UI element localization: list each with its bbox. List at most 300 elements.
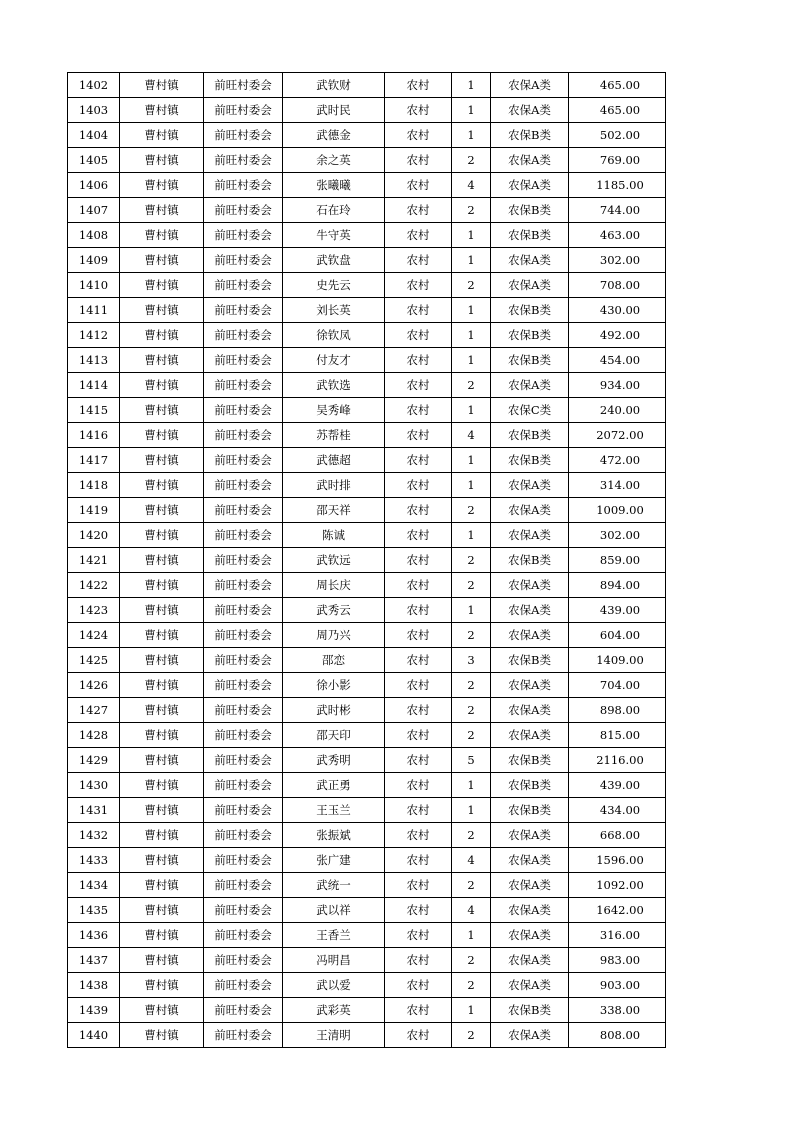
serial-number-cell: 1415 — [68, 398, 120, 423]
insurance-category-cell: 农保A类 — [491, 898, 569, 923]
amount-cell: 316.00 — [569, 923, 666, 948]
insurance-category-cell: 农保B类 — [491, 223, 569, 248]
serial-number-cell: 1422 — [68, 573, 120, 598]
table-row — [68, 548, 666, 573]
amount-cell: 983.00 — [569, 948, 666, 973]
name-cell: 武统一 — [283, 873, 385, 898]
name-cell: 冯明昌 — [283, 948, 385, 973]
village-committee-cell: 前旺村委会 — [204, 648, 283, 673]
serial-number-cell: 1418 — [68, 473, 120, 498]
household-size-cell: 1 — [452, 123, 491, 148]
area-type-cell: 农村 — [385, 848, 452, 873]
town-cell: 曹村镇 — [120, 473, 204, 498]
name-cell: 周长庆 — [283, 573, 385, 598]
village-committee-cell: 前旺村委会 — [204, 898, 283, 923]
amount-cell: 604.00 — [569, 623, 666, 648]
town-cell: 曹村镇 — [120, 423, 204, 448]
amount-cell: 1185.00 — [569, 173, 666, 198]
insurance-category-cell: 农保A类 — [491, 523, 569, 548]
area-type-cell: 农村 — [385, 423, 452, 448]
village-committee-cell: 前旺村委会 — [204, 423, 283, 448]
area-type-cell: 农村 — [385, 398, 452, 423]
household-size-cell: 2 — [452, 723, 491, 748]
serial-number-cell: 1438 — [68, 973, 120, 998]
serial-number-cell: 1405 — [68, 148, 120, 173]
area-type-cell: 农村 — [385, 698, 452, 723]
amount-cell: 434.00 — [569, 798, 666, 823]
household-size-cell: 1 — [452, 773, 491, 798]
village-committee-cell: 前旺村委会 — [204, 248, 283, 273]
town-cell: 曹村镇 — [120, 973, 204, 998]
insurance-category-cell: 农保A类 — [491, 948, 569, 973]
village-committee-cell: 前旺村委会 — [204, 273, 283, 298]
area-type-cell: 农村 — [385, 448, 452, 473]
amount-cell: 439.00 — [569, 598, 666, 623]
household-size-cell: 1 — [452, 798, 491, 823]
area-type-cell: 农村 — [385, 1023, 452, 1048]
insurance-category-cell: 农保A类 — [491, 173, 569, 198]
household-size-cell: 1 — [452, 248, 491, 273]
town-cell: 曹村镇 — [120, 448, 204, 473]
table-row — [68, 373, 666, 398]
serial-number-cell: 1440 — [68, 1023, 120, 1048]
household-size-cell: 2 — [452, 548, 491, 573]
insurance-category-cell: 农保C类 — [491, 398, 569, 423]
name-cell: 王玉兰 — [283, 798, 385, 823]
table-row — [68, 648, 666, 673]
serial-number-cell: 1403 — [68, 98, 120, 123]
table-row — [68, 698, 666, 723]
area-type-cell: 农村 — [385, 473, 452, 498]
insurance-category-cell: 农保A类 — [491, 823, 569, 848]
amount-cell: 859.00 — [569, 548, 666, 573]
name-cell: 周乃兴 — [283, 623, 385, 648]
insurance-category-cell: 农保A类 — [491, 623, 569, 648]
serial-number-cell: 1425 — [68, 648, 120, 673]
table-row — [68, 723, 666, 748]
insurance-category-cell: 农保A类 — [491, 273, 569, 298]
name-cell: 王清明 — [283, 1023, 385, 1048]
name-cell: 武钦远 — [283, 548, 385, 573]
household-size-cell: 2 — [452, 148, 491, 173]
insurance-category-cell: 农保A类 — [491, 248, 569, 273]
name-cell: 武钦选 — [283, 373, 385, 398]
area-type-cell: 农村 — [385, 548, 452, 573]
village-committee-cell: 前旺村委会 — [204, 998, 283, 1023]
name-cell: 石在玲 — [283, 198, 385, 223]
name-cell: 徐小影 — [283, 673, 385, 698]
amount-cell: 430.00 — [569, 298, 666, 323]
area-type-cell: 农村 — [385, 598, 452, 623]
insurance-category-cell: 农保B类 — [491, 123, 569, 148]
name-cell: 徐钦凤 — [283, 323, 385, 348]
town-cell: 曹村镇 — [120, 598, 204, 623]
household-size-cell: 4 — [452, 423, 491, 448]
serial-number-cell: 1413 — [68, 348, 120, 373]
serial-number-cell: 1430 — [68, 773, 120, 798]
amount-cell: 463.00 — [569, 223, 666, 248]
insurance-category-cell: 农保A类 — [491, 1023, 569, 1048]
area-type-cell: 农村 — [385, 923, 452, 948]
data-table — [67, 72, 666, 1048]
amount-cell: 314.00 — [569, 473, 666, 498]
village-committee-cell: 前旺村委会 — [204, 948, 283, 973]
insurance-category-cell: 农保B类 — [491, 448, 569, 473]
household-size-cell: 2 — [452, 698, 491, 723]
table-row — [68, 173, 666, 198]
insurance-category-cell: 农保A类 — [491, 698, 569, 723]
area-type-cell: 农村 — [385, 98, 452, 123]
amount-cell: 472.00 — [569, 448, 666, 473]
household-size-cell: 1 — [452, 73, 491, 98]
town-cell: 曹村镇 — [120, 623, 204, 648]
serial-number-cell: 1427 — [68, 698, 120, 723]
name-cell: 武秀明 — [283, 748, 385, 773]
table-row — [68, 948, 666, 973]
name-cell: 武以爱 — [283, 973, 385, 998]
village-committee-cell: 前旺村委会 — [204, 823, 283, 848]
table-row — [68, 348, 666, 373]
insurance-category-cell: 农保A类 — [491, 473, 569, 498]
name-cell: 武时排 — [283, 473, 385, 498]
village-committee-cell: 前旺村委会 — [204, 298, 283, 323]
household-size-cell: 2 — [452, 623, 491, 648]
serial-number-cell: 1432 — [68, 823, 120, 848]
serial-number-cell: 1402 — [68, 73, 120, 98]
area-type-cell: 农村 — [385, 973, 452, 998]
insurance-category-cell: 农保B类 — [491, 773, 569, 798]
village-committee-cell: 前旺村委会 — [204, 698, 283, 723]
serial-number-cell: 1416 — [68, 423, 120, 448]
amount-cell: 934.00 — [569, 373, 666, 398]
town-cell: 曹村镇 — [120, 848, 204, 873]
village-committee-cell: 前旺村委会 — [204, 748, 283, 773]
amount-cell: 465.00 — [569, 98, 666, 123]
village-committee-cell: 前旺村委会 — [204, 323, 283, 348]
name-cell: 吴秀峰 — [283, 398, 385, 423]
insurance-category-cell: 农保A类 — [491, 373, 569, 398]
table-row — [68, 198, 666, 223]
household-size-cell: 2 — [452, 948, 491, 973]
village-committee-cell: 前旺村委会 — [204, 973, 283, 998]
insurance-category-cell: 农保A类 — [491, 873, 569, 898]
insurance-category-cell: 农保A类 — [491, 923, 569, 948]
village-committee-cell: 前旺村委会 — [204, 548, 283, 573]
town-cell: 曹村镇 — [120, 323, 204, 348]
serial-number-cell: 1421 — [68, 548, 120, 573]
insurance-category-cell: 农保A类 — [491, 973, 569, 998]
insurance-category-cell: 农保A类 — [491, 498, 569, 523]
amount-cell: 769.00 — [569, 148, 666, 173]
amount-cell: 2116.00 — [569, 748, 666, 773]
table-row — [68, 473, 666, 498]
area-type-cell: 农村 — [385, 198, 452, 223]
serial-number-cell: 1420 — [68, 523, 120, 548]
insurance-category-cell: 农保A类 — [491, 598, 569, 623]
table-row — [68, 873, 666, 898]
table-row — [68, 898, 666, 923]
amount-cell: 808.00 — [569, 1023, 666, 1048]
amount-cell: 465.00 — [569, 73, 666, 98]
name-cell: 邵天印 — [283, 723, 385, 748]
serial-number-cell: 1428 — [68, 723, 120, 748]
village-committee-cell: 前旺村委会 — [204, 73, 283, 98]
serial-number-cell: 1410 — [68, 273, 120, 298]
area-type-cell: 农村 — [385, 773, 452, 798]
insurance-category-cell: 农保B类 — [491, 348, 569, 373]
serial-number-cell: 1411 — [68, 298, 120, 323]
village-committee-cell: 前旺村委会 — [204, 148, 283, 173]
area-type-cell: 农村 — [385, 998, 452, 1023]
table-row — [68, 323, 666, 348]
area-type-cell: 农村 — [385, 623, 452, 648]
amount-cell: 240.00 — [569, 398, 666, 423]
amount-cell: 492.00 — [569, 323, 666, 348]
name-cell: 邵天祥 — [283, 498, 385, 523]
area-type-cell: 农村 — [385, 323, 452, 348]
household-size-cell: 1 — [452, 448, 491, 473]
serial-number-cell: 1419 — [68, 498, 120, 523]
town-cell: 曹村镇 — [120, 348, 204, 373]
village-committee-cell: 前旺村委会 — [204, 123, 283, 148]
town-cell: 曹村镇 — [120, 373, 204, 398]
area-type-cell: 农村 — [385, 898, 452, 923]
household-size-cell: 5 — [452, 748, 491, 773]
area-type-cell: 农村 — [385, 73, 452, 98]
town-cell: 曹村镇 — [120, 98, 204, 123]
serial-number-cell: 1426 — [68, 673, 120, 698]
amount-cell: 744.00 — [569, 198, 666, 223]
table-row — [68, 973, 666, 998]
name-cell: 武德超 — [283, 448, 385, 473]
village-committee-cell: 前旺村委会 — [204, 573, 283, 598]
serial-number-cell: 1431 — [68, 798, 120, 823]
name-cell: 武彩英 — [283, 998, 385, 1023]
household-size-cell: 2 — [452, 673, 491, 698]
name-cell: 武德金 — [283, 123, 385, 148]
household-size-cell: 1 — [452, 323, 491, 348]
village-committee-cell: 前旺村委会 — [204, 623, 283, 648]
town-cell: 曹村镇 — [120, 248, 204, 273]
insurance-category-cell: 农保B类 — [491, 648, 569, 673]
serial-number-cell: 1435 — [68, 898, 120, 923]
village-committee-cell: 前旺村委会 — [204, 798, 283, 823]
name-cell: 牛守英 — [283, 223, 385, 248]
table-row — [68, 673, 666, 698]
serial-number-cell: 1409 — [68, 248, 120, 273]
village-committee-cell: 前旺村委会 — [204, 98, 283, 123]
area-type-cell: 农村 — [385, 148, 452, 173]
town-cell: 曹村镇 — [120, 223, 204, 248]
name-cell: 武钦财 — [283, 73, 385, 98]
household-size-cell: 1 — [452, 473, 491, 498]
household-size-cell: 2 — [452, 373, 491, 398]
table-row — [68, 148, 666, 173]
name-cell: 刘长英 — [283, 298, 385, 323]
household-size-cell: 4 — [452, 898, 491, 923]
town-cell: 曹村镇 — [120, 523, 204, 548]
table-row — [68, 523, 666, 548]
table-row — [68, 423, 666, 448]
serial-number-cell: 1436 — [68, 923, 120, 948]
village-committee-cell: 前旺村委会 — [204, 173, 283, 198]
amount-cell: 302.00 — [569, 248, 666, 273]
town-cell: 曹村镇 — [120, 1023, 204, 1048]
village-committee-cell: 前旺村委会 — [204, 773, 283, 798]
serial-number-cell: 1424 — [68, 623, 120, 648]
name-cell: 武时民 — [283, 98, 385, 123]
village-committee-cell: 前旺村委会 — [204, 348, 283, 373]
village-committee-cell: 前旺村委会 — [204, 723, 283, 748]
town-cell: 曹村镇 — [120, 773, 204, 798]
household-size-cell: 2 — [452, 573, 491, 598]
table-row — [68, 923, 666, 948]
village-committee-cell: 前旺村委会 — [204, 498, 283, 523]
amount-cell: 815.00 — [569, 723, 666, 748]
name-cell: 史先云 — [283, 273, 385, 298]
town-cell: 曹村镇 — [120, 198, 204, 223]
serial-number-cell: 1433 — [68, 848, 120, 873]
household-size-cell: 1 — [452, 998, 491, 1023]
serial-number-cell: 1414 — [68, 373, 120, 398]
name-cell: 张振斌 — [283, 823, 385, 848]
household-size-cell: 1 — [452, 598, 491, 623]
table-row — [68, 498, 666, 523]
town-cell: 曹村镇 — [120, 548, 204, 573]
name-cell: 付友才 — [283, 348, 385, 373]
town-cell: 曹村镇 — [120, 898, 204, 923]
serial-number-cell: 1412 — [68, 323, 120, 348]
amount-cell: 1009.00 — [569, 498, 666, 523]
household-size-cell: 1 — [452, 223, 491, 248]
amount-cell: 302.00 — [569, 523, 666, 548]
town-cell: 曹村镇 — [120, 673, 204, 698]
village-committee-cell: 前旺村委会 — [204, 473, 283, 498]
insurance-category-cell: 农保B类 — [491, 998, 569, 1023]
household-size-cell: 1 — [452, 298, 491, 323]
town-cell: 曹村镇 — [120, 798, 204, 823]
town-cell: 曹村镇 — [120, 923, 204, 948]
town-cell: 曹村镇 — [120, 723, 204, 748]
household-size-cell: 1 — [452, 348, 491, 373]
insurance-category-cell: 农保B类 — [491, 798, 569, 823]
area-type-cell: 农村 — [385, 723, 452, 748]
serial-number-cell: 1439 — [68, 998, 120, 1023]
table-row — [68, 773, 666, 798]
amount-cell: 1642.00 — [569, 898, 666, 923]
insurance-category-cell: 农保A类 — [491, 673, 569, 698]
town-cell: 曹村镇 — [120, 748, 204, 773]
village-committee-cell: 前旺村委会 — [204, 373, 283, 398]
area-type-cell: 农村 — [385, 948, 452, 973]
area-type-cell: 农村 — [385, 298, 452, 323]
town-cell: 曹村镇 — [120, 498, 204, 523]
table-row — [68, 823, 666, 848]
area-type-cell: 农村 — [385, 648, 452, 673]
name-cell: 王香兰 — [283, 923, 385, 948]
area-type-cell: 农村 — [385, 798, 452, 823]
amount-cell: 338.00 — [569, 998, 666, 1023]
area-type-cell: 农村 — [385, 348, 452, 373]
village-committee-cell: 前旺村委会 — [204, 673, 283, 698]
household-size-cell: 2 — [452, 498, 491, 523]
amount-cell: 502.00 — [569, 123, 666, 148]
area-type-cell: 农村 — [385, 248, 452, 273]
area-type-cell: 农村 — [385, 498, 452, 523]
amount-cell: 898.00 — [569, 698, 666, 723]
town-cell: 曹村镇 — [120, 298, 204, 323]
village-committee-cell: 前旺村委会 — [204, 398, 283, 423]
name-cell: 武以祥 — [283, 898, 385, 923]
name-cell: 陈诚 — [283, 523, 385, 548]
town-cell: 曹村镇 — [120, 648, 204, 673]
table-row — [68, 398, 666, 423]
area-type-cell: 农村 — [385, 748, 452, 773]
town-cell: 曹村镇 — [120, 123, 204, 148]
village-committee-cell: 前旺村委会 — [204, 1023, 283, 1048]
household-size-cell: 1 — [452, 98, 491, 123]
table-row — [68, 223, 666, 248]
table-row — [68, 998, 666, 1023]
insurance-category-cell: 农保B类 — [491, 298, 569, 323]
amount-cell: 1596.00 — [569, 848, 666, 873]
name-cell: 余之英 — [283, 148, 385, 173]
table-row — [68, 98, 666, 123]
amount-cell: 668.00 — [569, 823, 666, 848]
table-row — [68, 748, 666, 773]
amount-cell: 1092.00 — [569, 873, 666, 898]
household-size-cell: 2 — [452, 198, 491, 223]
insurance-category-cell: 农保B类 — [491, 548, 569, 573]
amount-cell: 704.00 — [569, 673, 666, 698]
village-committee-cell: 前旺村委会 — [204, 848, 283, 873]
serial-number-cell: 1437 — [68, 948, 120, 973]
name-cell: 武时彬 — [283, 698, 385, 723]
table-row — [68, 73, 666, 98]
village-committee-cell: 前旺村委会 — [204, 223, 283, 248]
town-cell: 曹村镇 — [120, 73, 204, 98]
area-type-cell: 农村 — [385, 223, 452, 248]
household-size-cell: 4 — [452, 173, 491, 198]
name-cell: 张曦曦 — [283, 173, 385, 198]
serial-number-cell: 1434 — [68, 873, 120, 898]
amount-cell: 1409.00 — [569, 648, 666, 673]
table-row — [68, 848, 666, 873]
table-row — [68, 298, 666, 323]
town-cell: 曹村镇 — [120, 948, 204, 973]
serial-number-cell: 1429 — [68, 748, 120, 773]
table-row — [68, 623, 666, 648]
table-row — [68, 123, 666, 148]
household-size-cell: 1 — [452, 523, 491, 548]
household-size-cell: 2 — [452, 1023, 491, 1048]
village-committee-cell: 前旺村委会 — [204, 598, 283, 623]
household-size-cell: 2 — [452, 873, 491, 898]
area-type-cell: 农村 — [385, 173, 452, 198]
name-cell: 武秀云 — [283, 598, 385, 623]
table-row — [68, 448, 666, 473]
amount-cell: 454.00 — [569, 348, 666, 373]
serial-number-cell: 1417 — [68, 448, 120, 473]
insurance-category-cell: 农保A类 — [491, 573, 569, 598]
table-row — [68, 1023, 666, 1048]
household-size-cell: 1 — [452, 923, 491, 948]
village-committee-cell: 前旺村委会 — [204, 448, 283, 473]
town-cell: 曹村镇 — [120, 998, 204, 1023]
insurance-category-cell: 农保A类 — [491, 848, 569, 873]
serial-number-cell: 1408 — [68, 223, 120, 248]
town-cell: 曹村镇 — [120, 873, 204, 898]
